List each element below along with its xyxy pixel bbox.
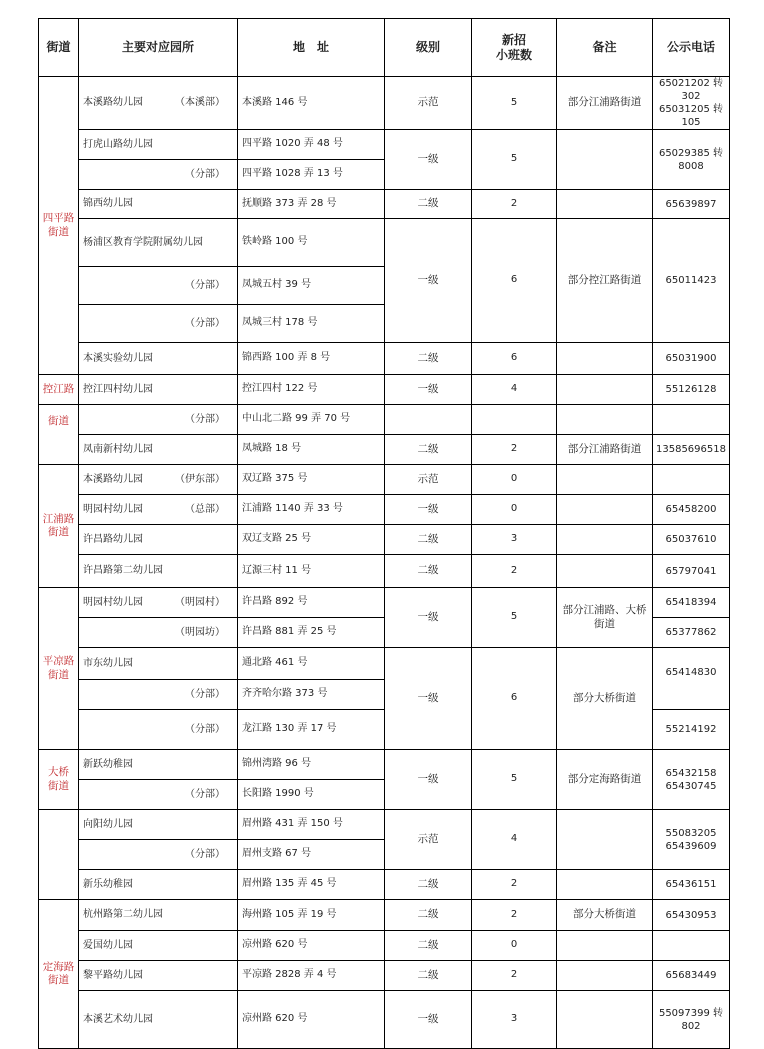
address-cell: 锦州湾路 96 号 [238, 750, 385, 780]
remarks-cell [557, 465, 653, 495]
campus-tag: （伊东部） [175, 473, 225, 485]
phone-cell [653, 465, 730, 495]
kindergarten-name-cell [79, 267, 238, 305]
table-row [39, 435, 730, 465]
kindergarten-name: 爱国幼儿园 [83, 939, 133, 951]
kindergarten-name-cell [79, 840, 238, 870]
level-cell: 二级 [385, 900, 472, 931]
header-district: 街道 [39, 19, 79, 77]
new-classes-cell: 4 [472, 810, 557, 870]
address-cell: 凉州路 620 号 [238, 991, 385, 1049]
kindergarten-name-cell [79, 900, 238, 931]
remarks-cell [557, 931, 653, 961]
kindergarten-name-cell [79, 750, 238, 780]
address-cell: 双辽支路 25 号 [238, 525, 385, 555]
address-cell: 许昌路 881 弄 25 号 [238, 618, 385, 648]
kindergarten-name: 杨浦区教育学院附属幼儿园 [83, 236, 203, 248]
remarks-cell [557, 130, 653, 190]
phone-cell: 65029385 转 8008 [653, 130, 730, 190]
kindergarten-table [38, 18, 730, 1049]
remarks-cell [557, 870, 653, 900]
campus-tag: （分部） [185, 688, 225, 700]
address-cell: 四平路 1028 弄 13 号 [238, 160, 385, 190]
kindergarten-name-cell [79, 130, 238, 160]
campus-tag: （总部） [185, 503, 225, 515]
level-cell: 二级 [385, 435, 472, 465]
level-cell: 一级 [385, 130, 472, 190]
kindergarten-name: 市东幼儿园 [83, 657, 133, 669]
district-cell: 大桥 街道 [39, 750, 79, 810]
address-cell: 眉州支路 67 号 [238, 840, 385, 870]
level-cell: 二级 [385, 343, 472, 375]
new-classes-cell [472, 405, 557, 435]
new-classes-cell: 3 [472, 991, 557, 1049]
level-cell: 二级 [385, 555, 472, 588]
phone-cell: 65436151 [653, 870, 730, 900]
address-cell: 通北路 461 号 [238, 648, 385, 680]
new-classes-cell: 0 [472, 465, 557, 495]
kindergarten-name: 凤南新村幼儿园 [83, 443, 153, 455]
phone-cell: 65414830 [653, 648, 730, 710]
table-row [39, 465, 730, 495]
table-row [39, 343, 730, 375]
level-cell: 二级 [385, 525, 472, 555]
kindergarten-name: 新乐幼稚园 [83, 878, 133, 890]
kindergarten-name-cell [79, 680, 238, 710]
address-cell: 江浦路 1140 弄 33 号 [238, 495, 385, 525]
kindergarten-name: 控江四村幼儿园 [83, 383, 153, 395]
remarks-cell [557, 555, 653, 588]
phone-cell: 65011423 [653, 219, 730, 343]
new-classes-cell: 5 [472, 130, 557, 190]
phone-cell: 65037610 [653, 525, 730, 555]
kindergarten-name-cell [79, 190, 238, 219]
address-cell: 本溪路 146 号 [238, 77, 385, 130]
level-cell: 一级 [385, 588, 472, 648]
level-cell: 二级 [385, 870, 472, 900]
kindergarten-name-cell [79, 780, 238, 810]
kindergarten-name-cell [79, 961, 238, 991]
level-cell: 示范 [385, 810, 472, 870]
phone-cell: 55126128 [653, 375, 730, 405]
level-cell: 示范 [385, 465, 472, 495]
new-classes-cell: 3 [472, 525, 557, 555]
campus-tag: （分部） [185, 413, 225, 425]
kindergarten-name-cell [79, 810, 238, 840]
new-classes-cell: 4 [472, 375, 557, 405]
level-cell: 一级 [385, 648, 472, 750]
kindergarten-name: 打虎山路幼儿园 [83, 138, 153, 150]
level-cell: 二级 [385, 190, 472, 219]
header-phone: 公示电话 [653, 19, 730, 77]
new-classes-cell: 0 [472, 931, 557, 961]
campus-tag: （分部） [185, 168, 225, 180]
kindergarten-name-cell [79, 219, 238, 267]
new-classes-cell: 2 [472, 870, 557, 900]
phone-cell: 65377862 [653, 618, 730, 648]
level-cell: 二级 [385, 931, 472, 961]
phone-cell: 65021202 转 302 65031205 转 105 [653, 77, 730, 130]
address-cell: 许昌路 892 号 [238, 588, 385, 618]
new-classes-cell: 2 [472, 961, 557, 991]
address-cell: 眉州路 135 弄 45 号 [238, 870, 385, 900]
new-classes-cell: 2 [472, 435, 557, 465]
address-cell: 眉州路 431 弄 150 号 [238, 810, 385, 840]
district-cell: 江浦路 街道 [39, 465, 79, 588]
address-cell: 凉州路 620 号 [238, 931, 385, 961]
kindergarten-name-cell [79, 405, 238, 435]
kindergarten-name-cell [79, 160, 238, 190]
header-remarks: 备注 [557, 19, 653, 77]
kindergarten-name: 锦西幼儿园 [83, 197, 133, 209]
phone-cell: 65458200 [653, 495, 730, 525]
remarks-cell: 部分江浦路街道 [557, 77, 653, 130]
campus-tag: （分部） [185, 788, 225, 800]
table-row [39, 931, 730, 961]
district-cell [39, 810, 79, 900]
remarks-cell [557, 495, 653, 525]
kindergarten-name: 新跃幼稚园 [83, 758, 133, 770]
address-cell: 中山北二路 99 弄 70 号 [238, 405, 385, 435]
district-cell: 街道 [39, 405, 79, 465]
level-cell: 二级 [385, 961, 472, 991]
new-classes-cell: 2 [472, 555, 557, 588]
phone-cell [653, 931, 730, 961]
remarks-cell [557, 343, 653, 375]
new-classes-cell: 6 [472, 219, 557, 343]
kindergarten-name-cell [79, 588, 238, 618]
kindergarten-name-cell [79, 931, 238, 961]
table-row [39, 219, 730, 267]
address-cell: 海州路 105 弄 19 号 [238, 900, 385, 931]
campus-tag: （分部） [185, 848, 225, 860]
remarks-cell [557, 375, 653, 405]
kindergarten-name: 黎平路幼儿园 [83, 969, 143, 981]
level-cell: 一级 [385, 375, 472, 405]
kindergarten-name: 许昌路第二幼儿园 [83, 564, 163, 576]
remarks-cell: 部分大桥街道 [557, 648, 653, 750]
phone-cell: 65418394 [653, 588, 730, 618]
address-cell: 龙江路 130 弄 17 号 [238, 710, 385, 750]
kindergarten-name-cell [79, 525, 238, 555]
campus-tag: （本溪部） [175, 96, 225, 108]
address-cell: 平凉路 2828 弄 4 号 [238, 961, 385, 991]
phone-cell: 55083205 65439609 [653, 810, 730, 870]
new-classes-cell: 5 [472, 588, 557, 648]
district-cell: 定海路 街道 [39, 900, 79, 1049]
kindergarten-name: 许昌路幼儿园 [83, 533, 143, 545]
phone-cell: 55097399 转 802 [653, 991, 730, 1049]
remarks-cell: 部分江浦路街道 [557, 435, 653, 465]
table-row [39, 810, 730, 840]
kindergarten-name-cell [79, 375, 238, 405]
header-level: 级别 [385, 19, 472, 77]
table-row [39, 130, 730, 160]
kindergarten-name-cell [79, 648, 238, 680]
remarks-cell: 部分江浦路、大桥 街道 [557, 588, 653, 648]
level-cell: 一级 [385, 991, 472, 1049]
address-cell: 凤城路 18 号 [238, 435, 385, 465]
kindergarten-name: 本溪实验幼儿园 [83, 352, 153, 364]
phone-cell [653, 405, 730, 435]
remarks-cell [557, 405, 653, 435]
phone-cell: 65683449 [653, 961, 730, 991]
level-cell: 一级 [385, 495, 472, 525]
table-row [39, 495, 730, 525]
remarks-cell: 部分控江路街道 [557, 219, 653, 343]
level-cell [385, 405, 472, 435]
table-row [39, 525, 730, 555]
phone-cell: 65430953 [653, 900, 730, 931]
table-row [39, 870, 730, 900]
table-row [39, 190, 730, 219]
kindergarten-name-cell [79, 305, 238, 343]
kindergarten-name-cell [79, 618, 238, 648]
phone-cell: 65031900 [653, 343, 730, 375]
address-cell: 抚顺路 373 弄 28 号 [238, 190, 385, 219]
address-cell: 凤城三村 178 号 [238, 305, 385, 343]
remarks-cell: 部分定海路街道 [557, 750, 653, 810]
phone-cell: 65432158 65430745 [653, 750, 730, 810]
kindergarten-name-cell [79, 465, 238, 495]
district-cell: 平凉路 街道 [39, 588, 79, 750]
address-cell: 控江四村 122 号 [238, 375, 385, 405]
table-row [39, 375, 730, 405]
kindergarten-name: 本溪路幼儿园 [83, 473, 143, 485]
remarks-cell [557, 190, 653, 219]
kindergarten-name-cell [79, 710, 238, 750]
table-row [39, 555, 730, 588]
kindergarten-name-cell [79, 435, 238, 465]
header-new-classes: 新招 小班数 [472, 19, 557, 77]
kindergarten-name-cell [79, 343, 238, 375]
address-cell: 双辽路 375 号 [238, 465, 385, 495]
remarks-cell: 部分大桥街道 [557, 900, 653, 931]
campus-tag: （明园坊） [175, 626, 225, 638]
new-classes-cell: 0 [472, 495, 557, 525]
kindergarten-name: 明园村幼儿园 [83, 503, 143, 515]
new-classes-cell: 5 [472, 750, 557, 810]
kindergarten-name: 向阳幼儿园 [83, 818, 133, 830]
table-row [39, 750, 730, 780]
new-classes-cell: 6 [472, 343, 557, 375]
district-cell: 四平路 街道 [39, 77, 79, 375]
table-row [39, 77, 730, 130]
table-row [39, 961, 730, 991]
phone-cell: 65639897 [653, 190, 730, 219]
new-classes-cell: 2 [472, 900, 557, 931]
new-classes-cell: 5 [472, 77, 557, 130]
kindergarten-name-cell [79, 555, 238, 588]
level-cell: 示范 [385, 77, 472, 130]
campus-tag: （分部） [185, 317, 225, 329]
level-cell: 一级 [385, 219, 472, 343]
kindergarten-name: 本溪艺术幼儿园 [83, 1013, 153, 1025]
new-classes-cell: 6 [472, 648, 557, 750]
kindergarten-name-cell [79, 495, 238, 525]
new-classes-cell: 2 [472, 190, 557, 219]
header-address: 地 址 [238, 19, 385, 77]
address-cell: 凤城五村 39 号 [238, 267, 385, 305]
address-cell: 四平路 1020 弄 48 号 [238, 130, 385, 160]
kindergarten-name: 明园村幼儿园 [83, 596, 143, 608]
table-row [39, 405, 730, 435]
remarks-cell [557, 961, 653, 991]
table-row [39, 991, 730, 1049]
table-row [39, 648, 730, 680]
kindergarten-name: 杭州路第二幼儿园 [83, 908, 163, 920]
campus-tag: （分部） [185, 723, 225, 735]
address-cell: 长阳路 1990 号 [238, 780, 385, 810]
kindergarten-name: 本溪路幼儿园 [83, 96, 143, 108]
kindergarten-name-cell [79, 77, 238, 130]
phone-cell: 65797041 [653, 555, 730, 588]
header-row [39, 19, 730, 77]
remarks-cell [557, 525, 653, 555]
kindergarten-name-cell [79, 870, 238, 900]
campus-tag: （分部） [185, 279, 225, 291]
phone-cell: 55214192 [653, 710, 730, 750]
address-cell: 锦西路 100 弄 8 号 [238, 343, 385, 375]
address-cell: 辽源三村 11 号 [238, 555, 385, 588]
header-kindergarten: 主要对应园所 [79, 19, 238, 77]
phone-cell: 13585696518 [653, 435, 730, 465]
remarks-cell [557, 991, 653, 1049]
table-row [39, 900, 730, 931]
district-cell: 控江路 [39, 375, 79, 405]
remarks-cell [557, 810, 653, 870]
kindergarten-name-cell [79, 991, 238, 1049]
address-cell: 齐齐哈尔路 373 号 [238, 680, 385, 710]
level-cell: 一级 [385, 750, 472, 810]
campus-tag: （明园村） [175, 596, 225, 608]
table-row [39, 588, 730, 618]
address-cell: 铁岭路 100 号 [238, 219, 385, 267]
